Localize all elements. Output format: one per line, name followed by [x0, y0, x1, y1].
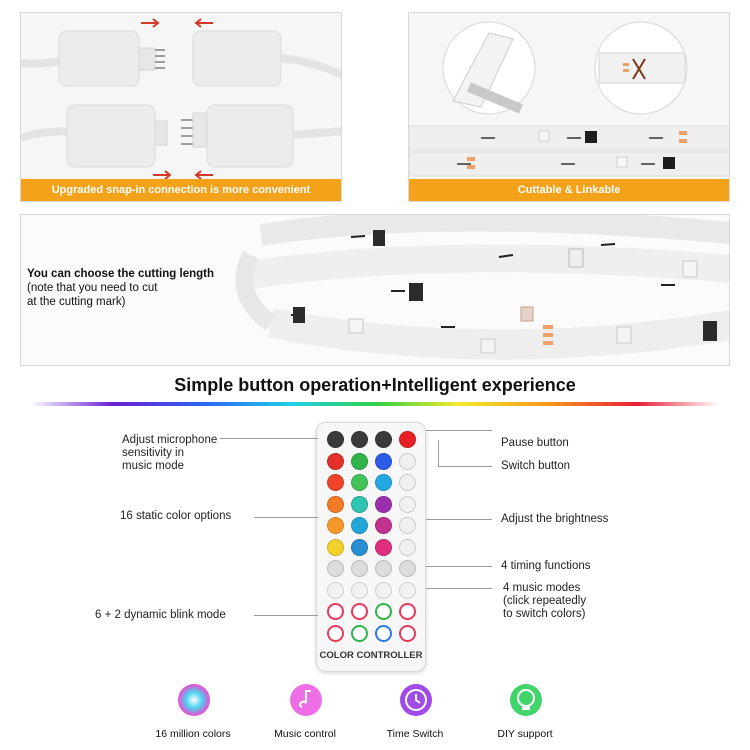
music-note-icon — [286, 680, 326, 720]
leader-line — [438, 466, 492, 467]
callout-switch: Switch button — [501, 460, 571, 472]
strip-panel — [20, 214, 730, 366]
strip-note-lead: You can choose the cutting length — [27, 268, 214, 280]
callout-line: 4 music modes — [503, 582, 581, 594]
remote-button[interactable] — [351, 582, 368, 599]
remote-button[interactable] — [399, 453, 416, 470]
remote-button[interactable] — [399, 582, 416, 599]
cuttable-illustration — [409, 13, 730, 181]
remote-caption: COLOR CONTROLLER — [319, 650, 423, 661]
remote-button[interactable] — [327, 603, 344, 620]
remote-button[interactable] — [351, 625, 368, 642]
color-wheel-icon — [174, 680, 214, 720]
diy-bulb-icon — [506, 680, 546, 720]
feature-label: Time Switch — [386, 728, 444, 740]
remote-button[interactable] — [399, 431, 416, 448]
strip-note-line: at the cutting mark) — [27, 296, 126, 308]
leader-line — [254, 615, 318, 616]
leader-line — [254, 517, 318, 518]
callout-line: Adjust microphone — [122, 434, 218, 446]
page-title: Simple button operation+Intelligent experience — [174, 375, 576, 395]
callout-line: music mode — [122, 460, 184, 472]
cuttable-caption: Cuttable & Linkable — [409, 179, 729, 201]
remote-button[interactable] — [375, 582, 392, 599]
remote-button[interactable] — [327, 517, 344, 534]
leader-line — [220, 438, 318, 439]
callout-line: sensitivity in — [122, 447, 184, 459]
rainbow-divider — [30, 402, 720, 406]
leader-line — [438, 440, 439, 466]
remote-button[interactable] — [399, 539, 416, 556]
callout-timing: 4 timing functions — [501, 560, 591, 572]
clock-icon — [396, 680, 436, 720]
strip-note — [27, 267, 214, 309]
feature-label: 16 million colors — [155, 728, 231, 740]
callout-brightness: Adjust the brightness — [501, 513, 609, 525]
remote-button[interactable] — [375, 539, 392, 556]
remote-button[interactable] — [351, 539, 368, 556]
leader-line — [426, 566, 492, 567]
remote-button[interactable] — [327, 474, 344, 491]
remote-button[interactable] — [351, 560, 368, 577]
remote-button[interactable] — [399, 625, 416, 642]
remote-button[interactable] — [375, 560, 392, 577]
callout-mic-sensitivity — [122, 434, 217, 473]
remote-button[interactable] — [351, 453, 368, 470]
remote-button[interactable] — [327, 625, 344, 642]
callout-music-modes — [503, 582, 586, 621]
remote-button[interactable] — [375, 431, 392, 448]
remote-button[interactable] — [327, 431, 344, 448]
remote-button[interactable] — [399, 603, 416, 620]
remote-button[interactable] — [351, 431, 368, 448]
remote-button[interactable] — [327, 539, 344, 556]
remote-button[interactable] — [327, 496, 344, 513]
remote-button[interactable] — [375, 453, 392, 470]
connector-caption: Upgraded snap-in connection is more convenient — [21, 179, 341, 201]
remote-button[interactable] — [375, 496, 392, 513]
remote-button[interactable] — [327, 560, 344, 577]
remote-button[interactable] — [399, 560, 416, 577]
remote-button[interactable] — [351, 496, 368, 513]
remote-button[interactable] — [399, 517, 416, 534]
remote-button[interactable] — [327, 582, 344, 599]
remote-button[interactable] — [327, 453, 344, 470]
feature-label: DIY support — [497, 728, 553, 740]
remote-button[interactable] — [375, 474, 392, 491]
callout-line: (click repeatedly — [503, 595, 587, 607]
leader-line — [426, 588, 492, 589]
remote-button[interactable] — [399, 496, 416, 513]
strip-note-line: (note that you need to cut — [27, 282, 158, 294]
connector-panel — [20, 12, 342, 202]
remote-button[interactable] — [351, 517, 368, 534]
color-controller-remote — [316, 422, 426, 672]
remote-button[interactable] — [375, 603, 392, 620]
remote-button[interactable] — [375, 517, 392, 534]
remote-button[interactable] — [351, 474, 368, 491]
callout-static-colors: 16 static color options — [120, 510, 232, 522]
callout-dynamic-blink: 6 + 2 dynamic blink mode — [95, 609, 226, 621]
connector-illustration — [21, 13, 342, 181]
cuttable-panel — [408, 12, 730, 202]
remote-button[interactable] — [375, 625, 392, 642]
leader-line — [426, 430, 492, 431]
callout-pause: Pause button — [501, 437, 569, 449]
leader-line — [426, 519, 492, 520]
remote-button[interactable] — [351, 603, 368, 620]
feature-label: Music control — [274, 728, 336, 740]
remote-button[interactable] — [399, 474, 416, 491]
callout-line: to switch colors) — [503, 608, 586, 620]
